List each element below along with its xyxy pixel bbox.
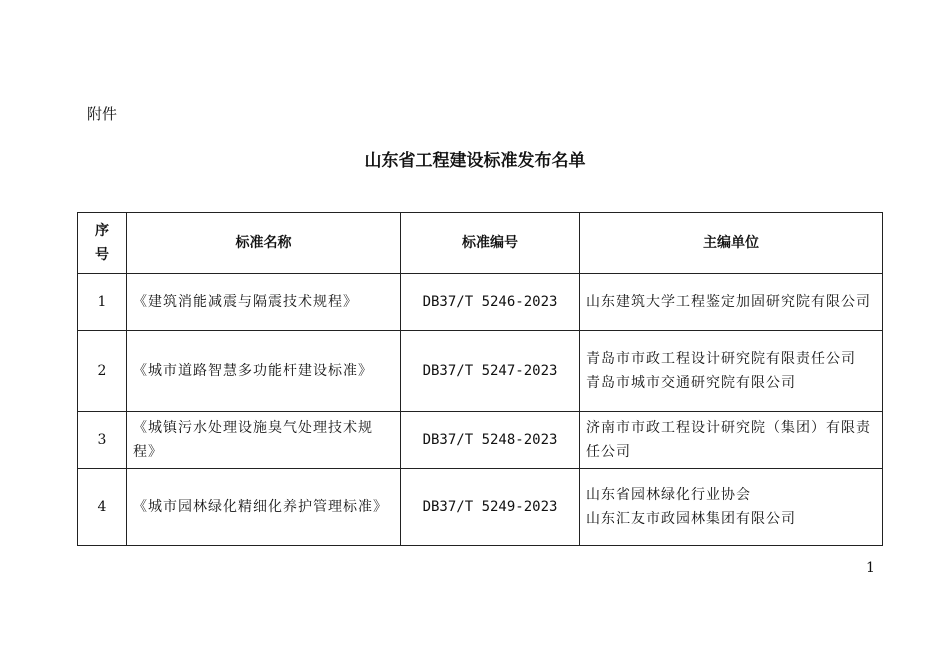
editor-org-line: 青岛市城市交通研究院有限公司 [586, 375, 796, 391]
header-no-line2: 号 [95, 247, 109, 263]
table-row [78, 274, 883, 331]
standard-code: DB37/T 5248-2023 [401, 412, 580, 469]
document-title: 山东省工程建设标准发布名单 [364, 151, 586, 171]
header-code: 标准编号 [401, 213, 580, 274]
page-number: 1 [866, 560, 875, 576]
header-org: 主编单位 [580, 213, 883, 274]
row-number: 4 [78, 469, 127, 546]
editor-org [580, 331, 883, 412]
header-name: 标准名称 [127, 213, 401, 274]
standards-table [77, 212, 883, 546]
editor-org-line: 济南市市政工程设计研究院（集团）有限责任公司 [586, 420, 871, 460]
table-row [78, 331, 883, 412]
attachment-label: 附件 [87, 105, 118, 123]
standard-code: DB37/T 5249-2023 [401, 469, 580, 546]
standard-name: 《建筑消能减震与隔震技术规程》 [127, 274, 401, 331]
standard-name: 《城市园林绿化精细化养护管理标准》 [127, 469, 401, 546]
standard-name: 《城镇污水处理设施臭气处理技术规程》 [127, 412, 401, 469]
standard-name: 《城市道路智慧多功能杆建设标准》 [127, 331, 401, 412]
editor-org [580, 412, 883, 469]
standard-code: DB37/T 5246-2023 [401, 274, 580, 331]
row-number: 3 [78, 412, 127, 469]
editor-org-line: 山东汇友市政园林集团有限公司 [586, 511, 796, 527]
header-no-line1: 序 [95, 223, 109, 239]
editor-org-line: 青岛市市政工程设计研究院有限责任公司 [586, 351, 856, 367]
row-number: 2 [78, 331, 127, 412]
standard-code: DB37/T 5247-2023 [401, 331, 580, 412]
editor-org [580, 469, 883, 546]
row-number: 1 [78, 274, 127, 331]
table-row [78, 412, 883, 469]
editor-org-line: 山东省园林绿化行业协会 [586, 487, 751, 503]
editor-org [580, 274, 883, 331]
header-no [78, 213, 127, 274]
editor-org-line: 山东建筑大学工程鉴定加固研究院有限公司 [586, 294, 871, 310]
table-row [78, 469, 883, 546]
table-header-row [78, 213, 883, 274]
